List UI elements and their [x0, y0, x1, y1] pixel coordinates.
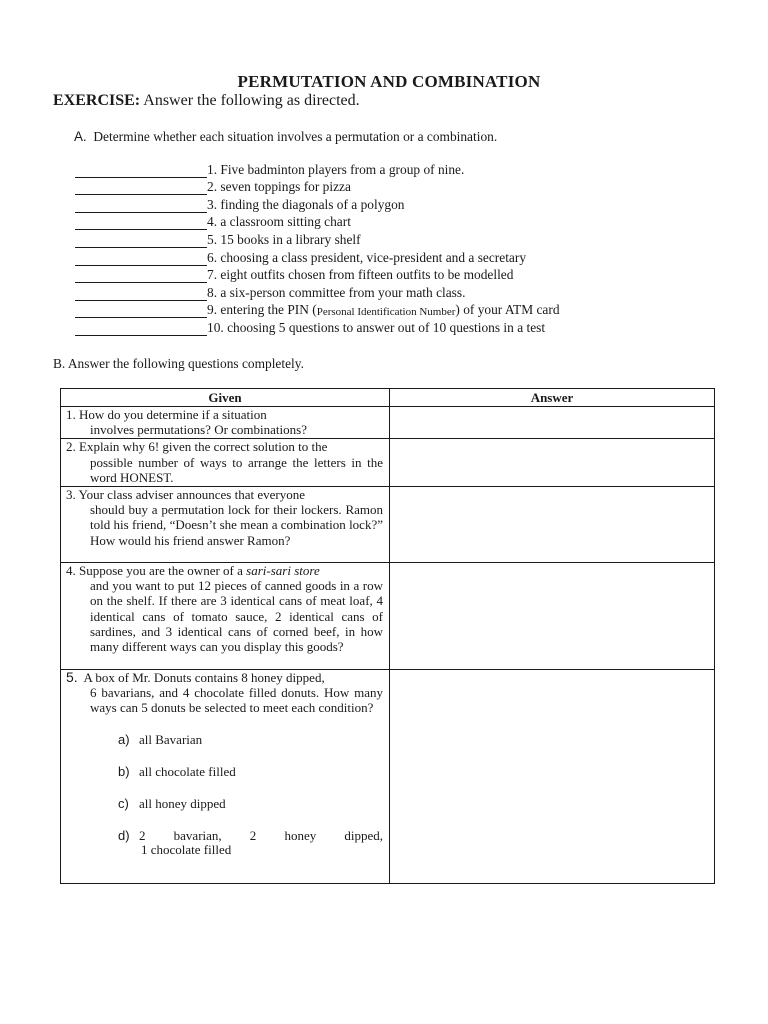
sub-letter: d) [118, 828, 130, 844]
part-a-items [75, 160, 560, 336]
question-2-head: 2. Explain why 6! given the correct solution to the [66, 439, 328, 455]
item-text: 4. a classroom sitting chart [207, 214, 351, 230]
question-4-head [66, 563, 383, 578]
page-title: PERMUTATION AND COMBINATION [237, 72, 541, 91]
question-5-body: 6 bavarians, and 4 chocolate filled donuts. How many ways can 5 donuts be selected to meet each condition? [90, 685, 383, 716]
sub-question-d [118, 828, 383, 843]
part-a-item [75, 160, 560, 178]
answer-cell[interactable] [390, 487, 715, 563]
item-text-post: ) of your ATM card [455, 302, 560, 318]
question-3-body: should buy a permutation lock for their lockers. Ramon told his friend, “Doesn’t she mean a combination lock?” How would his friend answer Ramon? [90, 502, 383, 548]
question-1-body: involves permutations? Or combinations? [90, 422, 307, 438]
answer-blank[interactable] [75, 287, 207, 301]
item-text-pre: 9. entering the PIN ( [207, 302, 317, 318]
table-row [61, 407, 715, 439]
answer-cell[interactable] [390, 670, 715, 884]
item-text: 2. seven toppings for pizza [207, 179, 351, 195]
question-5-number: 5. [66, 669, 78, 686]
item-text: 1. Five badminton players from a group of nine. [207, 161, 465, 177]
exercise-text: Answer the following as directed. [140, 92, 360, 109]
sub-question-c [118, 796, 383, 811]
question-cell [61, 670, 390, 884]
item-text: 6. choosing a class president, vice-president and a secretary [207, 249, 527, 265]
sub-question-b [118, 764, 383, 779]
answer-cell[interactable] [390, 439, 715, 487]
part-a-instruction [74, 129, 497, 145]
question-cell [61, 439, 390, 487]
answer-header: Answer [390, 389, 715, 407]
question-2-body: possible number of ways to arrange the letters in the word HONEST. [90, 454, 383, 485]
question-3-head: 3. Your class adviser announces that everyone [66, 487, 305, 503]
answer-blank[interactable] [75, 181, 207, 195]
sub-question-a [118, 732, 383, 747]
question-cell [61, 407, 390, 439]
part-b-instruction: B. Answer the following questions completely. [53, 356, 304, 371]
part-a-item [75, 266, 560, 284]
question-4-body: and you want to put 12 pieces of canned goods in a row on the shelf. If there are 3 identical cans of meat loaf, 4 identical cans of tomato sauce, 2 identical cans of sardines, and 3 identical cans of corned beef, in how many different ways can you display this goods? [90, 578, 383, 655]
exercise-heading [53, 92, 360, 110]
sub-letter: a) [118, 731, 130, 747]
table-header-row [61, 389, 715, 407]
table-row [61, 439, 715, 487]
answer-blank[interactable] [75, 164, 207, 178]
sub-text-line-2: 1 chocolate filled [141, 842, 232, 858]
exercise-label: EXERCISE: [53, 92, 141, 109]
question-cell [61, 487, 390, 563]
part-a-item [75, 178, 560, 196]
part-a-item [75, 248, 560, 266]
question-cell [61, 563, 390, 670]
question-4-italic: sari-sari store [246, 563, 320, 579]
sub-text-line-1: 2 bavarian, 2 honey dipped, [139, 828, 383, 844]
answer-blank[interactable] [75, 269, 207, 283]
answer-blank[interactable] [75, 199, 207, 213]
part-a-item [75, 213, 560, 231]
answer-blank[interactable] [75, 322, 207, 336]
item-text: 10. choosing 5 questions to answer out of 10 questions in a test [207, 319, 546, 335]
item-text: 8. a six-person committee from your math class. [207, 284, 466, 300]
part-a-item [75, 283, 560, 301]
answer-cell[interactable] [390, 407, 715, 439]
table-row [61, 487, 715, 563]
answer-cell[interactable] [390, 563, 715, 670]
part-a-item [75, 301, 560, 319]
item-text: 5. 15 books in a library shelf [207, 231, 361, 247]
sub-letter: b) [118, 763, 130, 779]
question-5-head-text: A box of Mr. Donuts contains 8 honey dipped, [83, 670, 325, 686]
sub-text: all honey dipped [139, 796, 226, 812]
sub-text: all chocolate filled [139, 763, 236, 779]
part-a-letter: A. [74, 129, 87, 144]
given-header: Given [61, 389, 390, 407]
item-text: 7. eight outfits chosen from fifteen outfits to be modelled [207, 267, 514, 283]
questions-table [60, 388, 715, 884]
table-row [61, 563, 715, 670]
part-a-text: Determine whether each situation involves a permutation or a combination. [93, 129, 498, 144]
answer-blank[interactable] [75, 304, 207, 318]
answer-blank[interactable] [75, 216, 207, 230]
question-5-head [66, 670, 383, 685]
part-a-item [75, 230, 560, 248]
sub-letter: c) [118, 796, 129, 812]
table-row [61, 670, 715, 884]
sub-text: all Bavarian [139, 731, 203, 747]
part-a-item [75, 318, 560, 336]
answer-blank[interactable] [75, 252, 207, 266]
item-text-small: Personal Identification Number [316, 306, 456, 319]
part-a-item [75, 195, 560, 213]
item-text: 3. finding the diagonals of a polygon [207, 196, 405, 212]
answer-blank[interactable] [75, 234, 207, 248]
question-4-head-text: 4. Suppose you are the owner of a [66, 563, 247, 579]
question-1-head: 1. How do you determine if a situation [66, 407, 267, 422]
